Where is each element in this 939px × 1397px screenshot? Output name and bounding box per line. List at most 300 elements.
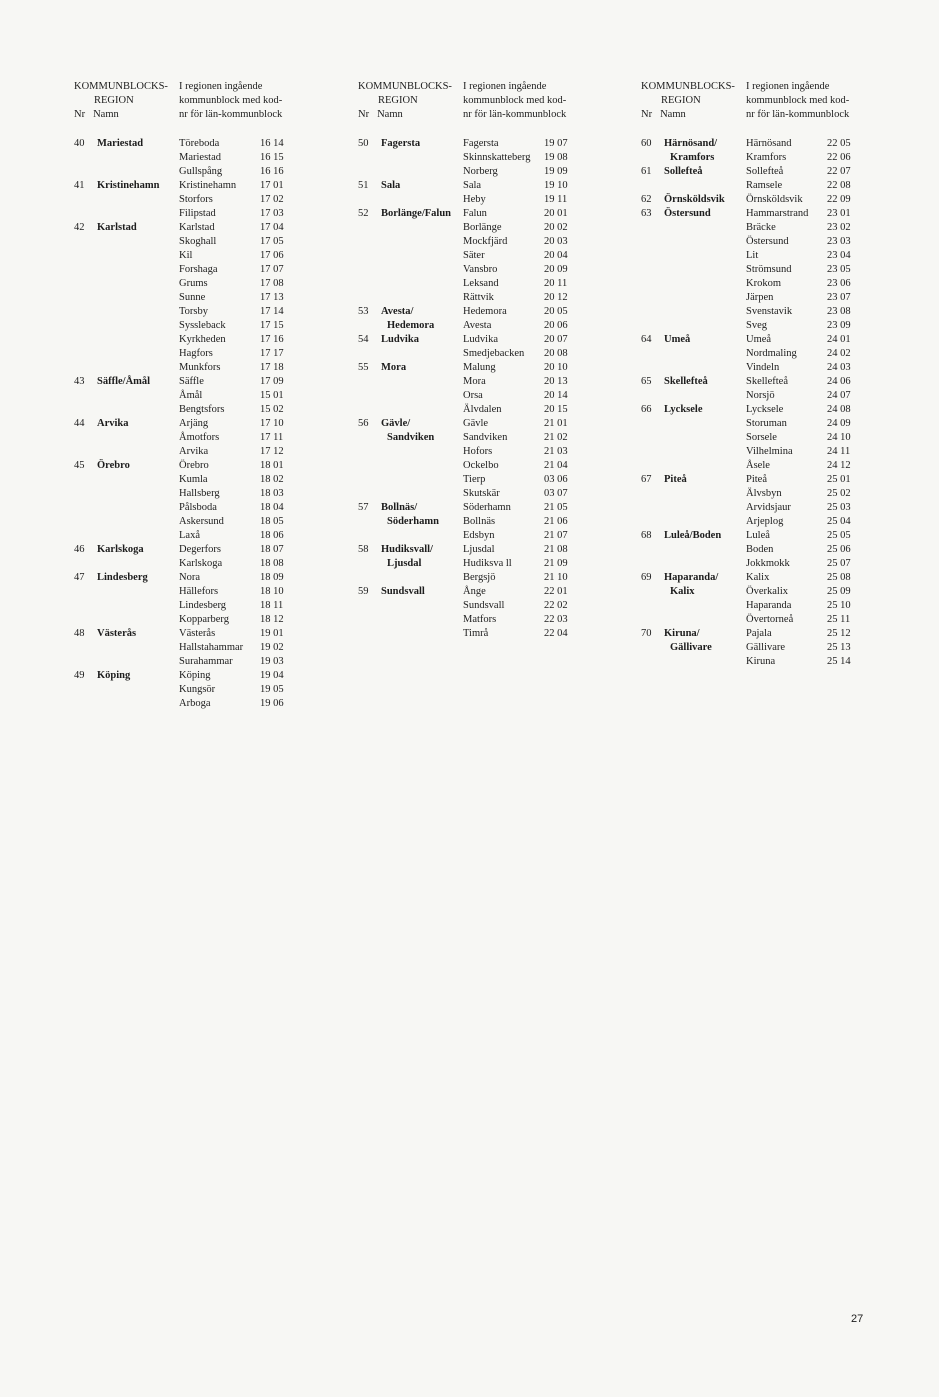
municipality-name: Köping	[179, 670, 211, 681]
header-title-2: REGION	[661, 95, 701, 106]
municipality-row	[179, 165, 329, 179]
municipality-row	[463, 347, 613, 361]
municipality-code: 18 10	[260, 586, 284, 597]
municipality-code: 20 03	[544, 236, 568, 247]
municipality-row	[179, 697, 329, 711]
municipality-code: 17 16	[260, 334, 284, 345]
municipality-code: 23 03	[827, 236, 851, 247]
header-title: KOMMUNBLOCKS-	[641, 81, 735, 92]
municipality-row	[463, 235, 613, 249]
municipality-row	[179, 277, 329, 291]
municipality-code: 17 06	[260, 250, 284, 261]
municipality-name: Sorsele	[746, 432, 777, 443]
region-name	[97, 459, 187, 473]
municipality-code: 25 10	[827, 600, 851, 611]
municipality-row	[179, 487, 329, 501]
region-name-line: Arvika	[97, 418, 129, 429]
municipality-code: 25 14	[827, 656, 851, 667]
municipality-list	[746, 165, 896, 193]
municipality-name: Söderhamn	[463, 502, 511, 513]
municipality-code: 19 07	[544, 138, 568, 149]
municipality-code: 24 11	[827, 446, 851, 457]
region-number: 49	[74, 670, 85, 681]
header-nr: Nr	[74, 109, 86, 120]
municipality-list	[463, 501, 613, 543]
region-name-line: Hedemora	[387, 320, 435, 331]
municipality-row	[463, 291, 613, 305]
municipality-code: 21 01	[544, 418, 568, 429]
municipality-name: Norsjö	[746, 390, 775, 401]
municipality-name: Hallstahammar	[179, 642, 244, 653]
header-nr: Nr	[641, 109, 653, 120]
municipality-row	[179, 683, 329, 697]
column-header	[358, 80, 608, 122]
municipality-row	[746, 361, 896, 375]
municipality-code: 20 08	[544, 348, 568, 359]
municipality-list	[463, 179, 613, 207]
municipality-row	[746, 403, 896, 417]
municipality-code: 21 10	[544, 572, 568, 583]
municipality-code: 20 06	[544, 320, 568, 331]
municipality-code: 20 12	[544, 292, 568, 303]
municipality-code: 22 08	[827, 180, 851, 191]
municipality-row	[746, 487, 896, 501]
municipality-name: Vansbro	[463, 264, 498, 275]
municipality-row	[463, 529, 613, 543]
region-name	[664, 165, 754, 179]
municipality-row	[746, 179, 896, 193]
region-name	[664, 137, 754, 165]
municipality-name: Tierp	[463, 474, 486, 485]
municipality-name: Mariestad	[179, 152, 221, 163]
municipality-name: Skellefteå	[746, 376, 788, 387]
region-number: 56	[358, 418, 369, 429]
municipality-name: Leksand	[463, 278, 499, 289]
region-name-line: Mora	[381, 362, 407, 373]
municipality-name: Bräcke	[746, 222, 776, 233]
municipality-row	[746, 417, 896, 431]
region-name-line: Örnsköldsvik	[664, 194, 725, 205]
municipality-name: Bergsjö	[463, 572, 496, 583]
municipality-row	[463, 389, 613, 403]
municipality-name: Skutskär	[463, 488, 500, 499]
municipality-row	[463, 221, 613, 235]
municipality-name: Ånge	[463, 586, 486, 597]
region-number: 41	[74, 180, 85, 191]
municipality-code: 24 09	[827, 418, 851, 429]
region-name-line: Borlänge/Falun	[381, 208, 452, 219]
region-name	[664, 473, 754, 487]
municipality-row	[179, 501, 329, 515]
municipality-name: Pålsboda	[179, 502, 217, 513]
region-name-line: Ludvika	[381, 334, 419, 345]
municipality-name: Ockelbo	[463, 460, 499, 471]
municipality-name: Hallsberg	[179, 488, 220, 499]
municipality-row	[746, 263, 896, 277]
municipality-code: 20 15	[544, 404, 568, 415]
municipality-row	[463, 333, 613, 347]
region-name	[664, 529, 754, 543]
municipality-row	[463, 599, 613, 613]
region-name-line: Lindesberg	[97, 572, 148, 583]
municipality-row	[463, 179, 613, 193]
municipality-code: 23 07	[827, 292, 851, 303]
municipality-name: Överkalix	[746, 586, 788, 597]
header-desc-1: I regionen ingående	[463, 81, 547, 92]
municipality-row	[179, 417, 329, 431]
municipality-list	[746, 375, 896, 403]
header-name: Namn	[660, 109, 686, 120]
municipality-code: 20 13	[544, 376, 568, 387]
municipality-name: Bollnäs	[463, 516, 496, 527]
municipality-name: Västerås	[179, 628, 216, 639]
municipality-code: 22 05	[827, 138, 851, 149]
municipality-code: 18 07	[260, 544, 284, 555]
region-number: 69	[641, 572, 652, 583]
column-header	[74, 80, 324, 122]
municipality-row	[179, 473, 329, 487]
municipality-code: 19 10	[544, 180, 568, 191]
municipality-row	[179, 179, 329, 193]
municipality-row	[179, 375, 329, 389]
municipality-row	[746, 431, 896, 445]
region-name-line: Avesta/	[381, 306, 414, 317]
region-name-line: Gävle/	[381, 418, 411, 429]
region-number: 48	[74, 628, 85, 639]
municipality-name: Järpen	[746, 292, 774, 303]
municipality-name: Piteå	[746, 474, 767, 485]
municipality-list	[746, 333, 896, 375]
municipality-code: 19 08	[544, 152, 568, 163]
region-name	[381, 333, 471, 347]
municipality-code: 16 14	[260, 138, 284, 149]
municipality-code: 23 06	[827, 278, 851, 289]
municipality-name: Övertorneå	[746, 614, 794, 625]
municipality-name: Edsbyn	[463, 530, 495, 541]
municipality-code: 21 02	[544, 432, 568, 443]
municipality-code: 24 10	[827, 432, 851, 443]
region-name-line: Köping	[97, 670, 131, 681]
municipality-name: Ludvika	[463, 334, 498, 345]
municipality-row	[746, 305, 896, 319]
municipality-code: 19 03	[260, 656, 284, 667]
municipality-name: Kil	[179, 250, 193, 261]
header-desc-3: nr för län-kommunblock	[179, 109, 283, 120]
region-number: 65	[641, 376, 652, 387]
region-name	[664, 627, 754, 655]
municipality-row	[746, 529, 896, 543]
region-number: 45	[74, 460, 85, 471]
municipality-name: Arboga	[179, 698, 211, 709]
municipality-name: Matfors	[463, 614, 497, 625]
municipality-name: Arjäng	[179, 418, 209, 429]
region-name	[381, 543, 471, 571]
region-name-line: Ljusdal	[387, 558, 422, 569]
region-name	[664, 207, 754, 221]
municipality-row	[179, 235, 329, 249]
municipality-name: Avesta	[463, 320, 492, 331]
region-number: 67	[641, 474, 652, 485]
municipality-name: Grums	[179, 278, 208, 289]
region-name-line: Örebro	[97, 460, 130, 471]
municipality-code: 20 09	[544, 264, 568, 275]
header-desc-3: nr för län-kommunblock	[463, 109, 567, 120]
municipality-row	[746, 277, 896, 291]
header-desc-1: I regionen ingående	[179, 81, 263, 92]
municipality-code: 22 07	[827, 166, 851, 177]
region-name	[97, 375, 187, 389]
municipality-row	[179, 263, 329, 277]
municipality-row	[463, 375, 613, 389]
municipality-name: Sundsvall	[463, 600, 505, 611]
municipality-name: Norberg	[463, 166, 498, 177]
region-name	[664, 571, 754, 599]
municipality-code: 20 02	[544, 222, 568, 233]
municipality-row	[179, 137, 329, 151]
municipality-row	[179, 585, 329, 599]
municipality-name: Ramsele	[746, 180, 783, 191]
region-number: 58	[358, 544, 369, 555]
municipality-code: 22 02	[544, 600, 568, 611]
municipality-code: 25 12	[827, 628, 851, 639]
municipality-row	[746, 235, 896, 249]
municipality-name: Sollefteå	[746, 166, 784, 177]
municipality-row	[746, 221, 896, 235]
municipality-code: 17 17	[260, 348, 284, 359]
region-name-line: Karlskoga	[97, 544, 144, 555]
region-name	[381, 137, 471, 151]
municipality-row	[746, 389, 896, 403]
municipality-code: 17 18	[260, 362, 284, 373]
municipality-code: 18 02	[260, 474, 284, 485]
municipality-row	[179, 333, 329, 347]
municipality-row	[463, 557, 613, 571]
municipality-row	[463, 473, 613, 487]
header-desc-1: I regionen ingående	[746, 81, 830, 92]
municipality-row	[463, 361, 613, 375]
municipality-code: 25 08	[827, 572, 851, 583]
municipality-row	[463, 445, 613, 459]
municipality-name: Storfors	[179, 194, 213, 205]
municipality-name: Rättvik	[463, 292, 494, 303]
municipality-name: Torsby	[179, 306, 209, 317]
municipality-code: 22 09	[827, 194, 851, 205]
region-name	[381, 585, 471, 599]
municipality-code: 19 04	[260, 670, 284, 681]
municipality-code: 20 04	[544, 250, 568, 261]
region-number: 60	[641, 138, 652, 149]
municipality-name: Storuman	[746, 418, 787, 429]
municipality-row	[463, 459, 613, 473]
municipality-code: 18 12	[260, 614, 284, 625]
municipality-name: Arjeplog	[746, 516, 784, 527]
municipality-list	[179, 459, 329, 543]
municipality-name: Orsa	[463, 390, 483, 401]
region-name	[664, 403, 754, 417]
municipality-name: Vindeln	[746, 362, 780, 373]
region-name-line: Säffle/Åmål	[97, 376, 151, 387]
municipality-code: 24 06	[827, 376, 851, 387]
municipality-code: 17 11	[260, 432, 284, 443]
region-name	[97, 669, 187, 683]
municipality-code: 24 12	[827, 460, 851, 471]
municipality-name: Örebro	[179, 460, 209, 471]
municipality-code: 23 05	[827, 264, 851, 275]
municipality-code: 24 02	[827, 348, 851, 359]
municipality-row	[463, 585, 613, 599]
municipality-row	[746, 249, 896, 263]
municipality-row	[746, 165, 896, 179]
municipality-code: 23 02	[827, 222, 851, 233]
municipality-row	[463, 207, 613, 221]
municipality-row	[746, 459, 896, 473]
municipality-row	[463, 431, 613, 445]
municipality-code: 20 01	[544, 208, 568, 219]
municipality-name: Åmotfors	[179, 432, 220, 443]
region-number: 47	[74, 572, 85, 583]
municipality-code: 25 01	[827, 474, 851, 485]
municipality-code: 03 07	[544, 488, 568, 499]
municipality-list	[179, 627, 329, 669]
municipality-name: Mockfjärd	[463, 236, 508, 247]
municipality-code: 24 03	[827, 362, 851, 373]
municipality-code: 18 04	[260, 502, 284, 513]
municipality-list	[179, 137, 329, 179]
municipality-name: Gullspång	[179, 166, 223, 177]
municipality-row	[463, 305, 613, 319]
municipality-row	[463, 249, 613, 263]
region-number: 64	[641, 334, 652, 345]
region-name-line: Sundsvall	[381, 586, 425, 597]
municipality-name: Arvika	[179, 446, 209, 457]
municipality-name: Hudiksva ll	[463, 558, 512, 569]
region-name	[97, 137, 187, 151]
header-desc-3: nr för län-kommunblock	[746, 109, 850, 120]
municipality-code: 21 09	[544, 558, 568, 569]
region-name-line: Sollefteå	[664, 166, 703, 177]
region-number: 52	[358, 208, 369, 219]
municipality-code: 19 09	[544, 166, 568, 177]
municipality-row	[179, 403, 329, 417]
municipality-code: 21 05	[544, 502, 568, 513]
municipality-name: Umeå	[746, 334, 772, 345]
municipality-name: Hammarstrand	[746, 208, 809, 219]
municipality-row	[463, 165, 613, 179]
header-desc-2: kommunblock med kod-	[179, 95, 283, 106]
municipality-list	[463, 305, 613, 333]
region-number: 46	[74, 544, 85, 555]
municipality-code: 20 10	[544, 362, 568, 373]
header-name: Namn	[93, 109, 119, 120]
municipality-row	[746, 585, 896, 599]
municipality-row	[746, 375, 896, 389]
municipality-row	[179, 193, 329, 207]
municipality-list	[746, 403, 896, 473]
municipality-list	[746, 193, 896, 207]
region-name	[97, 571, 187, 585]
municipality-name: Degerfors	[179, 544, 221, 555]
column-2	[358, 80, 608, 639]
municipality-row	[179, 319, 329, 333]
municipality-row	[463, 515, 613, 529]
municipality-row	[746, 515, 896, 529]
column-3	[641, 80, 891, 667]
municipality-name: Hedemora	[463, 306, 507, 317]
municipality-code: 18 09	[260, 572, 284, 583]
region-number: 54	[358, 334, 369, 345]
region-name-line: Kiruna/	[664, 628, 700, 639]
municipality-row	[746, 543, 896, 557]
municipality-row	[463, 571, 613, 585]
municipality-row	[746, 151, 896, 165]
municipality-code: 25 02	[827, 488, 851, 499]
region-number: 51	[358, 180, 369, 191]
municipality-code: 23 09	[827, 320, 851, 331]
municipality-row	[746, 445, 896, 459]
municipality-name: Syssleback	[179, 320, 226, 331]
municipality-name: Forshaga	[179, 264, 218, 275]
municipality-row	[179, 571, 329, 585]
municipality-row	[179, 613, 329, 627]
municipality-row	[463, 613, 613, 627]
municipality-code: 18 08	[260, 558, 284, 569]
column-header	[641, 80, 891, 122]
municipality-row	[179, 431, 329, 445]
municipality-name: Strömsund	[746, 264, 792, 275]
municipality-row	[746, 641, 896, 655]
municipality-row	[179, 207, 329, 221]
municipality-name: Svenstavik	[746, 306, 793, 317]
municipality-name: Hällefors	[179, 586, 219, 597]
municipality-row	[179, 543, 329, 557]
municipality-row	[179, 361, 329, 375]
municipality-code: 25 03	[827, 502, 851, 513]
header-name: Namn	[377, 109, 403, 120]
municipality-name: Heby	[463, 194, 486, 205]
municipality-name: Haparanda	[746, 600, 792, 611]
header-title-2: REGION	[94, 95, 134, 106]
municipality-row	[746, 627, 896, 641]
region-name-line: Sandviken	[387, 432, 435, 443]
municipality-name: Älvdalen	[463, 404, 502, 415]
municipality-list	[463, 543, 613, 585]
municipality-row	[179, 599, 329, 613]
municipality-name: Älvsbyn	[746, 488, 782, 499]
municipality-name: Kopparberg	[179, 614, 229, 625]
region-name-line: Luleå/Boden	[664, 530, 722, 541]
municipality-row	[746, 557, 896, 571]
municipality-row	[746, 193, 896, 207]
municipality-name: Malung	[463, 362, 496, 373]
municipality-code: 19 11	[544, 194, 568, 205]
municipality-name: Kyrkheden	[179, 334, 226, 345]
municipality-code: 18 03	[260, 488, 284, 499]
municipality-name: Askersund	[179, 516, 224, 527]
region-name-line: Bollnäs/	[381, 502, 418, 513]
municipality-name: Borlänge	[463, 222, 502, 233]
municipality-code: 19 06	[260, 698, 284, 709]
municipality-code: 21 08	[544, 544, 568, 555]
municipality-name: Kramfors	[746, 152, 787, 163]
municipality-row	[179, 459, 329, 473]
municipality-name: Hofors	[463, 446, 493, 457]
municipality-row	[463, 137, 613, 151]
municipality-row	[746, 473, 896, 487]
municipality-name: Skoghall	[179, 236, 217, 247]
municipality-name: Karlstad	[179, 222, 215, 233]
region-number: 70	[641, 628, 652, 639]
municipality-row	[463, 277, 613, 291]
